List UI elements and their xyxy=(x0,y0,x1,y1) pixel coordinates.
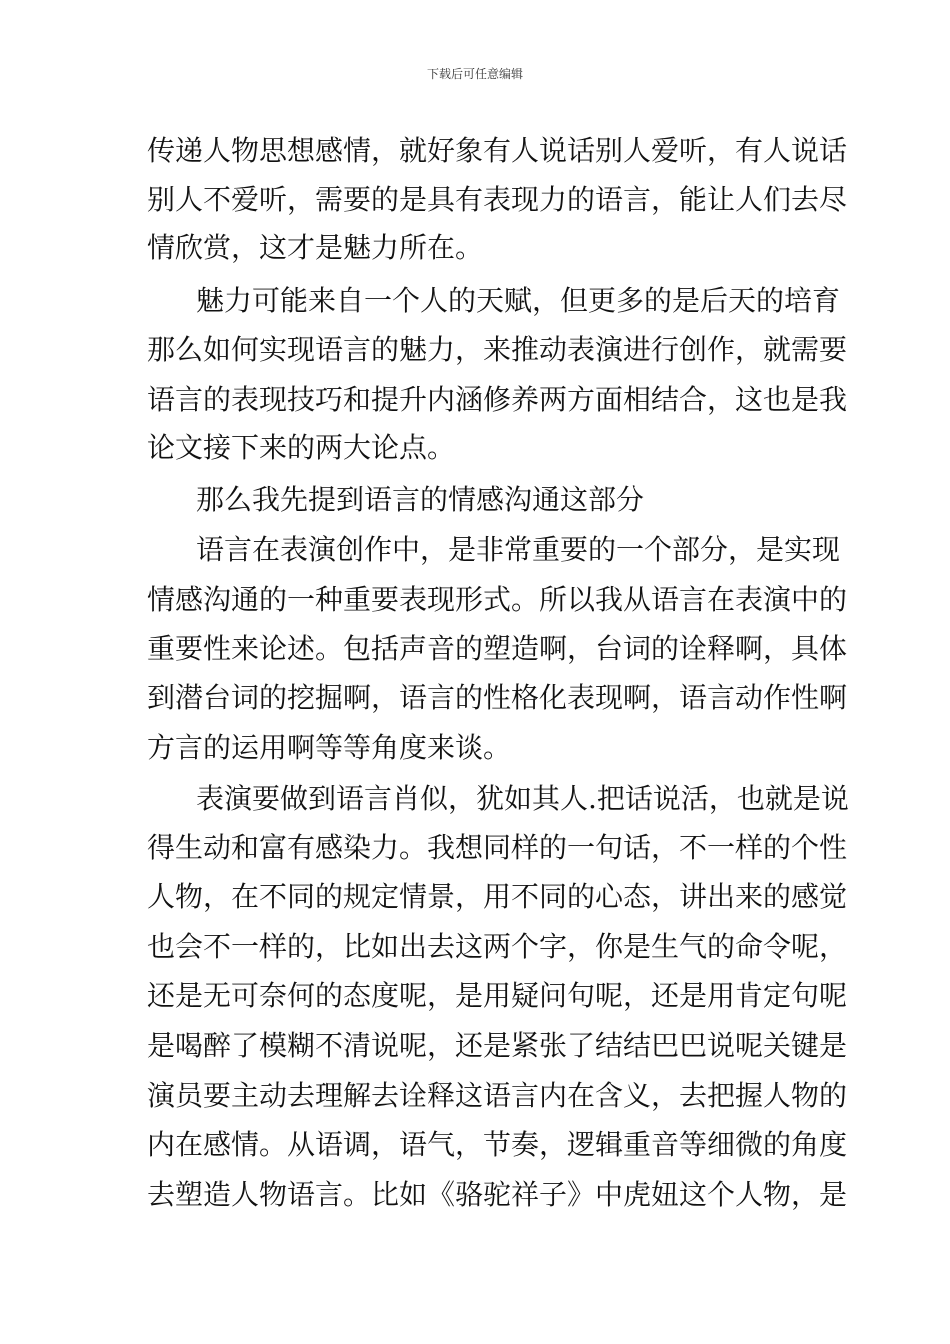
text-line: 论文接下来的两大论点。 xyxy=(147,431,456,464)
text-line: 别人不爱听，需要的是具有表现力的语言，能让人们去尽 xyxy=(147,183,848,216)
text-line: 传递人物思想感情，就好象有人说话别人爱听，有人说话 xyxy=(147,134,848,167)
paragraph-start-line: 那么我先提到语言的情感沟通这部分 xyxy=(196,483,645,516)
paragraph-start-line: 语言在表演创作中，是非常重要的一个部分，是实现 xyxy=(196,533,841,566)
paragraph-start-line: 表演要做到语言肖似，犹如其人.把话说活，也就是说 xyxy=(196,782,849,815)
text-line: 得生动和富有感染力。我想同样的一句话，不一样的个性 xyxy=(147,831,848,864)
text-line: 重要性来论述。包括声音的塑造啊，台词的诠释啊，具体 xyxy=(147,632,848,665)
text-line: 内在感情。从语调，语气，节奏，逻辑重音等细微的角度 xyxy=(147,1128,848,1161)
page-header: 下载后可任意编辑 xyxy=(426,67,523,81)
text-line: 那么如何实现语言的魅力，来推动表演进行创作，就需要 xyxy=(147,333,848,366)
text-line: 方言的运用啊等等角度来谈。 xyxy=(147,731,512,764)
text-line: 还是无可奈何的态度呢，是用疑问句呢，还是用肯定句呢 xyxy=(147,979,848,1012)
text-line: 是喝醉了模糊不清说呢，还是紧张了结结巴巴说呢关键是 xyxy=(147,1029,848,1062)
text-line: 情感沟通的一种重要表现形式。所以我从语言在表演中的 xyxy=(147,583,848,616)
text-line: 到潜台词的挖掘啊，语言的性格化表现啊，语言动作性啊 xyxy=(147,681,848,714)
text-line: 情欣赏，这才是魅力所在。 xyxy=(147,231,484,264)
text-line: 演员要主动去理解去诠释这语言内在含义，去把握人物的 xyxy=(147,1079,848,1112)
text-line: 人物，在不同的规定情景，用不同的心态，讲出来的感觉 xyxy=(147,880,848,913)
text-line: 去塑造人物语言。比如《骆驼祥子》中虎妞这个人物，是 xyxy=(147,1178,848,1211)
paragraph-start-line: 魅力可能来自一个人的天赋，但更多的是后天的培育 xyxy=(196,284,841,317)
text-line: 语言的表现技巧和提升内涵修养两方面相结合，这也是我 xyxy=(147,383,848,416)
text-line: 也会不一样的，比如出去这两个字，你是生气的命令呢， xyxy=(147,930,848,963)
